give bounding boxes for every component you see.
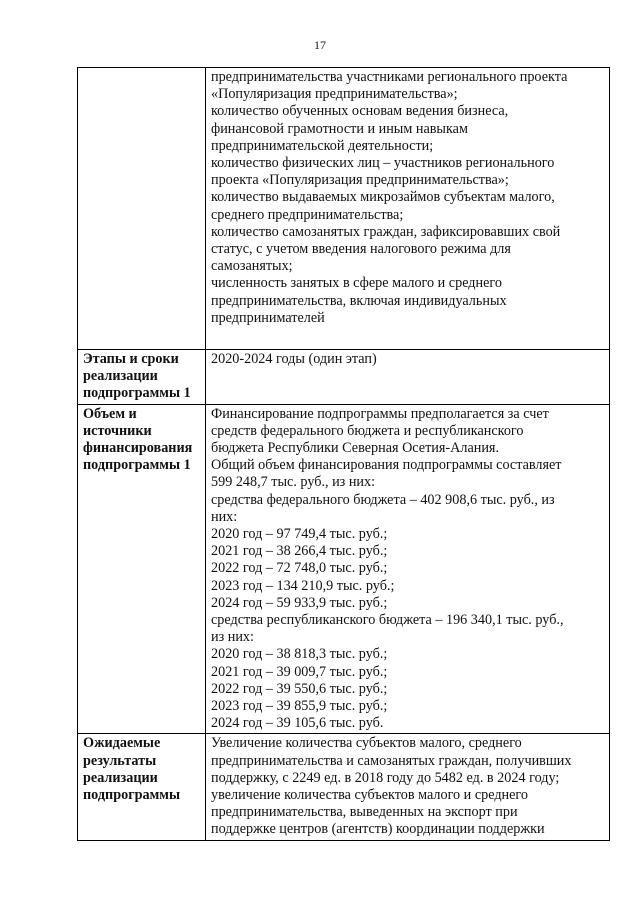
text-line: поддержку, с 2249 ед. в 2018 году до 5482 ед. в 2024 году; <box>211 769 560 786</box>
text-line: 2020 год – 97 749,4 тыс. руб.; <box>211 526 388 543</box>
text-line: предпринимателей <box>211 309 325 326</box>
text-line: Этапы и сроки <box>83 351 179 367</box>
text-line: проекта «Популяризация предпринимательства»; <box>211 172 509 189</box>
text-line: подпрограммы 1 <box>83 385 191 402</box>
text-line: 2023 год – 134 210,9 тыс. руб.; <box>211 577 395 594</box>
text-line: увеличение количества субъектов малого и среднего <box>211 787 528 804</box>
row-content-cell <box>206 734 610 840</box>
text-line: 2024 год – 39 105,6 тыс. руб. <box>211 715 384 732</box>
text-line: Увеличение количества субъектов малого, среднего <box>211 735 522 752</box>
text-line: предпринимательства, включая индивидуальных <box>211 292 507 309</box>
text-line: 2021 год – 38 266,4 тыс. руб.; <box>211 543 388 560</box>
text-line: Финансирование подпрограммы предполагается за счет <box>211 405 549 422</box>
text-line: количество обученных основам ведения бизнеса, <box>211 103 509 120</box>
row-label-cell <box>78 404 206 734</box>
text-line: самозанятых; <box>211 258 293 275</box>
text-line: количество самозанятых граждан, зафиксировавших свой <box>211 223 561 240</box>
text-line: количество выдаваемых микрозаймов субъектам малого, <box>211 189 555 206</box>
text-line: «Популяризация предпринимательства»; <box>211 86 458 103</box>
text-line: 599 248,7 тыс. руб., из них: <box>211 474 376 491</box>
text-line: предпринимательства, выведенных на экспорт при <box>211 804 518 821</box>
text-line: реализации <box>83 769 158 786</box>
text-line: Общий объем финансирования подпрограммы составляет <box>211 457 562 474</box>
text-line: бюджета Республики Северная Осетия-Алания. <box>211 440 500 457</box>
text-line: 2024 год – 59 933,9 тыс. руб.; <box>211 594 388 611</box>
text-line: предпринимательства участниками регионального проекта <box>211 69 568 85</box>
text-line: численность занятых в сфере малого и среднего <box>211 275 502 292</box>
text-line: финансирования <box>83 440 193 457</box>
row-content-cell <box>206 68 610 350</box>
row-content-cell <box>206 350 610 405</box>
text-line: средства федерального бюджета – 402 908,6 тыс. руб., из <box>211 491 555 508</box>
text-line: источники <box>83 422 152 439</box>
text-line: Объем и <box>83 405 137 422</box>
text-line: предпринимательской деятельности; <box>211 137 434 154</box>
text-line: из них: <box>211 629 254 646</box>
text-line: 2020 год – 38 818,3 тыс. руб.; <box>211 646 388 663</box>
row-content-cell <box>206 404 610 734</box>
text-line: Ожидаемые <box>83 735 161 752</box>
text-line: них: <box>211 508 238 525</box>
text-line: 2022 год – 39 550,6 тыс. руб.; <box>211 680 388 697</box>
table-row <box>78 404 610 734</box>
table-row <box>78 350 610 405</box>
text-line: средств федерального бюджета и республиканского <box>211 422 524 439</box>
text-line: подпрограммы <box>83 787 181 804</box>
text-line: количество физических лиц – участников регионального <box>211 155 555 172</box>
text-line: 2023 год – 39 855,9 тыс. руб.; <box>211 698 388 715</box>
text-line: подпрограммы 1 <box>83 457 191 474</box>
text-line: финансовой грамотности и иным навыкам <box>211 120 468 137</box>
text-line: предпринимательства и самозанятых граждан, получивших <box>211 752 572 769</box>
text-line: 2020-2024 годы (один этап) <box>211 351 377 367</box>
text-line: 2022 год – 72 748,0 тыс. руб.; <box>211 560 388 577</box>
text-line: статус, с учетом введения налогового режима для <box>211 241 511 258</box>
text-line: средства республиканского бюджета – 196 340,1 тыс. руб., <box>211 612 564 629</box>
row-label-cell <box>78 350 206 405</box>
subprogram-passport-table <box>77 67 610 841</box>
text-line: реализации <box>83 368 158 385</box>
table-row <box>78 68 610 350</box>
text-line: среднего предпринимательства; <box>211 206 404 223</box>
row-label-cell <box>78 68 206 350</box>
row-label-cell <box>78 734 206 840</box>
table-row <box>78 734 610 840</box>
text-line: результаты <box>83 752 157 769</box>
text-line: 2021 год – 39 009,7 тыс. руб.; <box>211 663 388 680</box>
page-number: 17 <box>314 38 326 52</box>
text-line: поддержке центров (агентств) координации поддержки <box>211 821 545 838</box>
